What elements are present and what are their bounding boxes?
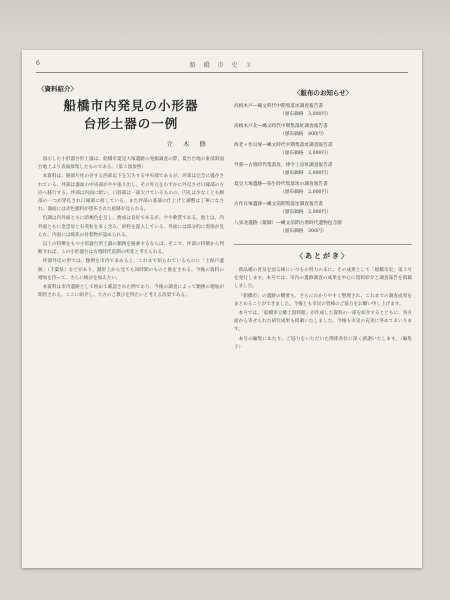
publication-price: （頒布価格 2,000円） xyxy=(280,209,331,215)
publication-title: 夏見大塚遺跡―弥生時代集落址の調査報告書 xyxy=(234,182,328,187)
publication-price: （頒布価格 2,000円） xyxy=(280,170,331,176)
afterword-body xyxy=(234,267,412,352)
notice-title: 〈販布のお知らせ〉 xyxy=(293,89,353,97)
publication-item xyxy=(234,103,412,119)
section-divider xyxy=(234,244,412,245)
article-body xyxy=(38,156,224,300)
afterword-paragraph: 「船橋市」の遺跡の概要も、さらにわかりやすく整理され、これまでの調査成果をまとめることができました。今後とも市民の皆様のご協力をお願い申し上げます。 xyxy=(234,293,412,307)
article-author: 立 木 修 xyxy=(166,140,210,148)
publication-price: （頒布価格 800円） xyxy=(280,131,327,137)
publication-item xyxy=(234,181,412,197)
article-title xyxy=(38,97,224,133)
article-paragraph: 図示した小形器台形土器は、船橋市夏見大塚遺跡の発掘調査の際、夏台台地の東部斜面台地上より表面採集したものである。（第３図参照） xyxy=(38,157,224,171)
publication-price: （頒布価格 3,000円） xyxy=(280,151,331,156)
publication-item xyxy=(234,162,412,178)
article-paragraph: 本資料は、胴部片化の存する西部以下を欠失する中央部であるが、坪部は完全に遺存されている。坪部は器面の中央部がやや張り出し、その外元をわずかに外反させ口縁部の方向へ移行する。坪部は内面に暗い、口唇部は一部欠けているものの、円孔は少なくとも胴部の一つが穿孔され口縁部に接している。また坪部の基部の仕上げと調整は丁寧になされ、器面には赤色顔料が塗布された痕跡が見られる。 xyxy=(38,174,224,213)
journal-title: 船 橋 市 史 ３ xyxy=(189,62,255,69)
photo-backdrop xyxy=(0,0,450,40)
article-title-line-2: 台形土器の一例 xyxy=(83,116,179,131)
article-paragraph: 以上の特徴をもつ小形器台形土器の類例を検索するならば、そこで、坪部の特徴から判断すれば、この小形器台は古墳時代前期の所産と考えられる。 xyxy=(38,242,224,256)
sidebar-column xyxy=(234,80,412,353)
publication-item xyxy=(234,123,412,139)
page-header xyxy=(36,60,408,73)
article-tag: 〈資料紹介〉 xyxy=(38,85,77,93)
afterword-paragraph: 本号では、「船橋市立郷土資料館」が作成した資料の一部を紹介するとともに、各方面から寄せられた研究成果も掲載いたしました。今後も市史の充実に努めてまいります。 xyxy=(234,311,412,333)
article-title-line-1: 船橋市内発見の小形器 xyxy=(63,98,199,113)
publication-title: 高根木戸北―縄文時代中期集落址調査報告書 xyxy=(234,123,328,129)
publication-title: 古作貝塚遺跡―縄文前期集落址調査報告書 xyxy=(234,201,324,207)
article-column xyxy=(38,80,224,301)
publication-title: 八栄北遺跡（薬師）―縄文前期古墳時代遺物包含層 xyxy=(234,221,342,226)
publication-title: 高根木戸―縄文時代中期集落址調査報告書 xyxy=(234,104,324,109)
afterword-paragraph: 新品種の普及を図る様にいつもの努力の末に、その成果として「船橋市史」第３号を発行します。本号では、市内の遺跡調査の成果を中心に資料紹介と調査報告を掲載しました。 xyxy=(234,268,412,290)
publication-item xyxy=(234,220,412,236)
article-paragraph: 本資料は市内遺跡として初めて確認された例であり、今後の調査によって類例の増加が期待される。ここに紹介し、大方のご教示を得たいと考える次第である。 xyxy=(38,285,224,299)
publication-price: （頒布価格 2,000円） xyxy=(280,190,331,195)
publication-price: （頒布価格 300円） xyxy=(280,229,327,234)
afterword-title: 〈あとがき〉 xyxy=(296,251,350,260)
publication-price: （頒布価格 3,000円） xyxy=(280,112,331,117)
afterword-paragraph: 本号の編集にあたり、ご協力をいただいた関係各位に深く感謝いたします。（編集子） xyxy=(234,336,412,350)
publication-title: 外郭―古墳時代集落址、律令工房址調査報告書 xyxy=(234,162,333,168)
article-paragraph: 坪部外反の形では、類例を市内で求めると、これまで知られているものに「上保戸遺跡」（千葉県）などがあり、器形上から見ても同時期のものと推定される。今後の資料の増加を待って、さらに検討を加えたい。 xyxy=(38,259,224,281)
page-number: 6 xyxy=(36,60,40,67)
publication-item xyxy=(234,201,412,217)
publication-item xyxy=(234,142,412,158)
publication-title: 海老ヶ作貝塚―縄文時代中期集落址調査報告書 xyxy=(234,143,333,148)
document-page xyxy=(22,50,422,568)
article-paragraph: 色調は内外面ともに暗褐色を呈し、焼成は良好であるが、やや軟質である。胎土は、内外面ともに金雲母と石英粒を多く含み、砂粒を混入している。外面には部分的に黒斑が見られ、内面には煤状の付着物が認められる。 xyxy=(38,216,224,238)
